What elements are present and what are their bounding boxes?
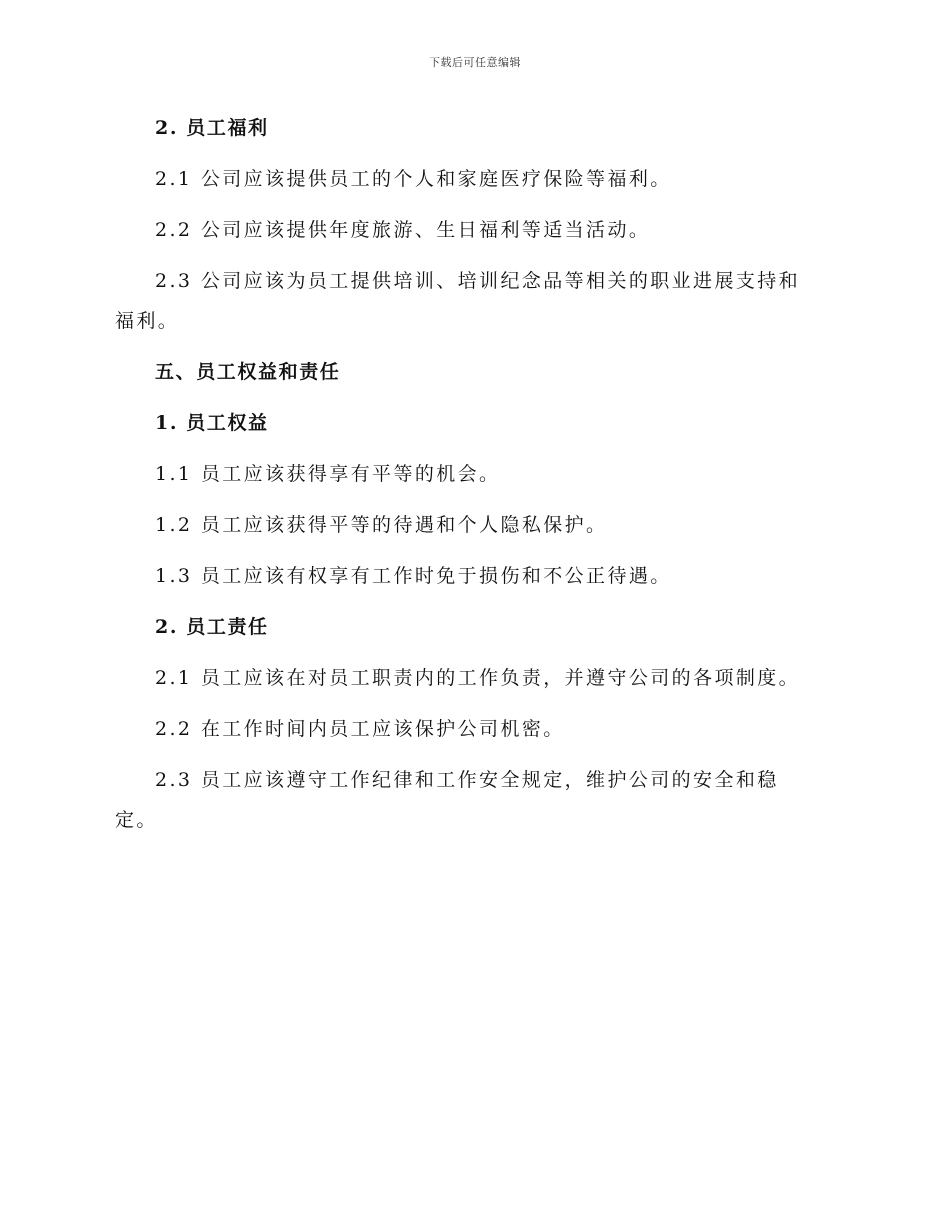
- paragraph-2-2-activities: 2.2 公司应该提供年度旅游、生日福利等适当活动。: [155, 219, 651, 241]
- section-heading-employee-benefits: 2. 员工福利: [155, 117, 269, 139]
- paragraph-2-1-duties: 2.1 员工应该在对员工职责内的工作负责，并遵守公司的各项制度。: [155, 667, 801, 689]
- section-heading-employee-rights: 1. 员工权益: [155, 412, 269, 434]
- paragraph-2-1-insurance: 2.1 公司应该提供员工的个人和家庭医疗保险等福利。: [155, 168, 672, 190]
- paragraph-1-1-equal-opportunity: 1.1 员工应该获得享有平等的机会。: [155, 463, 501, 485]
- paragraph-2-3-safety: 2.3 员工应该遵守工作纪律和工作安全规定，维护公司的安全和稳定。: [115, 769, 779, 831]
- chapter-heading-rights-responsibilities: 五、员工权益和责任: [155, 361, 341, 383]
- paragraph-1-3-protection: 1.3 员工应该有权享有工作时免于损伤和不公正待遇。: [155, 565, 672, 587]
- paragraph-1-2-privacy: 1.2 员工应该获得平等的待遇和个人隐私保护。: [155, 514, 608, 536]
- paragraph-2-3-training: 2.3 公司应该为员工提供培训、培训纪念品等相关的职业进展支持和福利。: [115, 270, 801, 332]
- paragraph-2-2-confidentiality: 2.2 在工作时间内员工应该保护公司机密。: [155, 718, 565, 740]
- document-body: [115, 108, 820, 851]
- page-header: 下载后可任意编辑: [429, 56, 521, 69]
- section-heading-employee-responsibilities: 2. 员工责任: [155, 616, 269, 638]
